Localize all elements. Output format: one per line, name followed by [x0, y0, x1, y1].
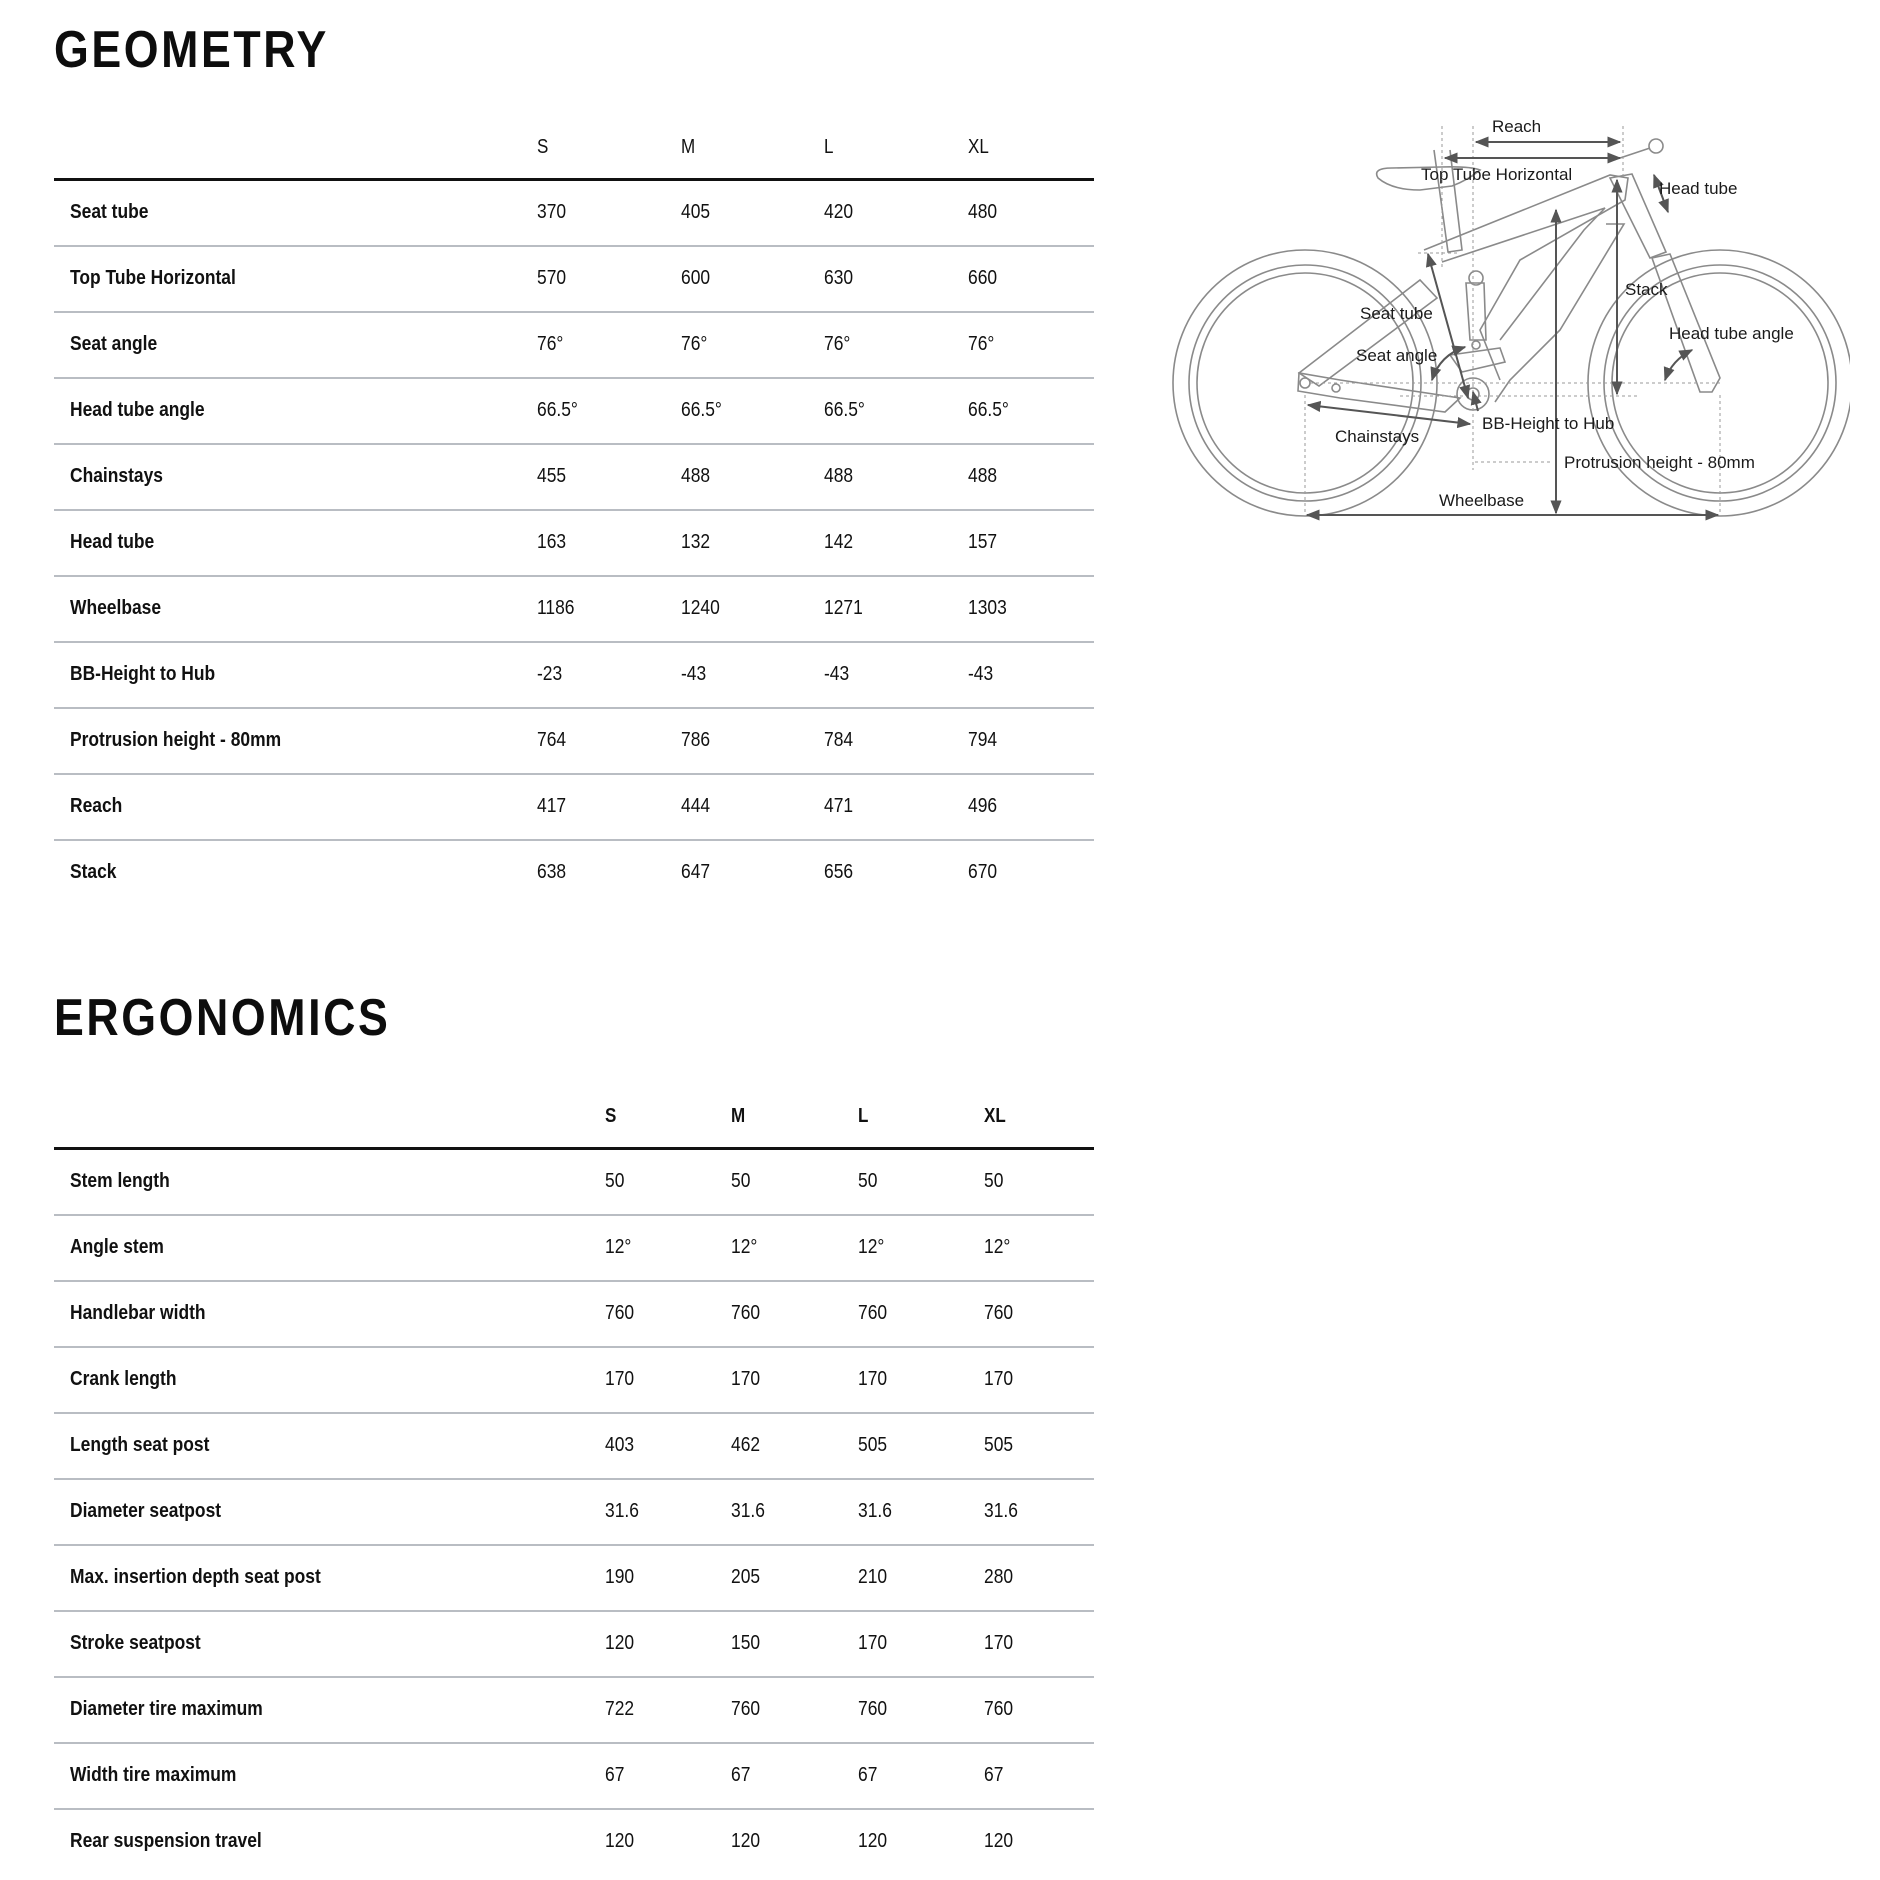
table-row [54, 313, 1094, 379]
table-row [54, 445, 1094, 511]
table-row [54, 1810, 1094, 1874]
bike-geometry-diagram [1150, 100, 1850, 540]
cell-value-l: 66.5° [824, 398, 865, 421]
table-row [54, 1546, 1094, 1612]
cell-value-m: 405 [681, 200, 711, 223]
row-label: Crank length [70, 1367, 177, 1390]
label-seat-angle: Seat angle [1356, 346, 1438, 365]
cell-value-s: 760 [605, 1301, 635, 1324]
table-row [54, 775, 1094, 841]
cell-value-m: 67 [731, 1763, 751, 1786]
ergonomics-table [54, 1087, 1094, 1874]
row-label: Wheelbase [70, 596, 162, 619]
cell-value-s: 67 [605, 1763, 625, 1786]
cell-value-l: 760 [858, 1301, 888, 1324]
cell-value-xl: 760 [984, 1697, 1014, 1720]
cell-value-l: 120 [858, 1829, 888, 1852]
row-label: Width tire maximum [70, 1763, 237, 1786]
cell-value-m: 488 [681, 464, 711, 487]
size-header-s: S [537, 136, 549, 158]
cell-value-l: 76° [824, 332, 851, 355]
cell-value-s: 722 [605, 1697, 635, 1720]
cell-value-s: 12° [605, 1235, 632, 1258]
cell-value-xl: 170 [984, 1367, 1014, 1390]
cell-value-s: 455 [537, 464, 567, 487]
row-label: Reach [70, 794, 123, 817]
table-row [54, 1216, 1094, 1282]
geometry-rows [54, 181, 1094, 905]
table-row [54, 709, 1094, 775]
cell-value-m: 150 [731, 1631, 761, 1654]
cell-value-m: 1240 [681, 596, 720, 619]
cell-value-l: 12° [858, 1235, 885, 1258]
cell-value-s: 66.5° [537, 398, 578, 421]
table-row [54, 247, 1094, 313]
frame [1298, 150, 1628, 412]
cell-value-m: 205 [731, 1565, 761, 1588]
cell-value-xl: -43 [968, 662, 994, 685]
row-label: Seat tube [70, 200, 149, 223]
rear-wheel [1173, 250, 1437, 516]
size-header-xl: XL [984, 1105, 1006, 1127]
label-protrusion: Protrusion height - 80mm [1564, 453, 1755, 472]
table-row [54, 379, 1094, 445]
head-tube-angle-arc [1665, 350, 1692, 380]
cell-value-s: 120 [605, 1829, 635, 1852]
table-row [54, 1480, 1094, 1546]
cell-value-l: 170 [858, 1367, 888, 1390]
table-row [54, 1348, 1094, 1414]
cell-value-m: -43 [681, 662, 707, 685]
cell-value-xl: 488 [968, 464, 998, 487]
table-row [54, 181, 1094, 247]
cell-value-m: 760 [731, 1301, 761, 1324]
row-label: Diameter seatpost [70, 1499, 222, 1522]
table-row [54, 1744, 1094, 1810]
row-label: Protrusion height - 80mm [70, 728, 282, 751]
cell-value-xl: 50 [984, 1169, 1004, 1192]
label-head-tube: Head tube [1659, 179, 1738, 198]
cell-value-m: 444 [681, 794, 711, 817]
row-label: Head tube [70, 530, 155, 553]
table-row [54, 1414, 1094, 1480]
cell-value-m: 76° [681, 332, 708, 355]
cell-value-m: 31.6 [731, 1499, 765, 1522]
row-label: Head tube angle [70, 398, 205, 421]
table-row [54, 1282, 1094, 1348]
cell-value-s: -23 [537, 662, 563, 685]
cell-value-l: 420 [824, 200, 854, 223]
cell-value-s: 1186 [537, 596, 575, 619]
cell-value-s: 570 [537, 266, 567, 289]
row-label: Top Tube Horizontal [70, 266, 236, 289]
cell-value-xl: 670 [968, 860, 998, 883]
cell-value-xl: 120 [984, 1829, 1014, 1852]
cell-value-s: 417 [537, 794, 567, 817]
bb-height-arrow [1473, 392, 1478, 411]
cell-value-m: 132 [681, 530, 711, 553]
cell-value-m: 170 [731, 1367, 761, 1390]
table-row [54, 1612, 1094, 1678]
diagram-labels [1335, 117, 1794, 510]
cell-value-m: 600 [681, 266, 711, 289]
cell-value-s: 120 [605, 1631, 635, 1654]
cell-value-m: 120 [731, 1829, 761, 1852]
row-label: Length seat post [70, 1433, 210, 1456]
row-label: Stem length [70, 1169, 170, 1192]
cell-value-l: 656 [824, 860, 854, 883]
label-top-tube: Top Tube Horizontal [1421, 165, 1573, 184]
cell-value-xl: 505 [984, 1433, 1014, 1456]
row-label: Chainstays [70, 464, 163, 487]
geometry-table-header [54, 118, 1094, 178]
cell-value-s: 638 [537, 860, 567, 883]
size-header-s: S [605, 1105, 617, 1127]
label-wheelbase: Wheelbase [1439, 491, 1525, 510]
cell-value-l: 1271 [824, 596, 863, 619]
cell-value-m: 647 [681, 860, 711, 883]
size-header-m: M [731, 1105, 746, 1127]
cell-value-s: 31.6 [605, 1499, 639, 1522]
label-seat-tube: Seat tube [1360, 304, 1433, 323]
geometry-title: GEOMETRY [54, 21, 329, 79]
cell-value-s: 370 [537, 200, 567, 223]
cell-value-xl: 76° [968, 332, 995, 355]
cell-value-m: 786 [681, 728, 711, 751]
cell-value-xl: 67 [984, 1763, 1004, 1786]
geometry-table [54, 118, 1094, 905]
ergonomics-table-header [54, 1087, 1094, 1147]
cell-value-m: 462 [731, 1433, 761, 1456]
cell-value-s: 76° [537, 332, 564, 355]
ergonomics-title: ERGONOMICS [54, 989, 391, 1047]
label-stack: Stack [1625, 280, 1668, 299]
table-row [54, 1150, 1094, 1216]
cell-value-xl: 660 [968, 266, 998, 289]
label-reach: Reach [1492, 117, 1542, 136]
cell-value-xl: 480 [968, 200, 998, 223]
cell-value-s: 163 [537, 530, 567, 553]
cell-value-l: 142 [824, 530, 854, 553]
size-header-l: L [858, 1105, 869, 1127]
table-row [54, 577, 1094, 643]
label-chainstays: Chainstays [1335, 427, 1420, 446]
table-row [54, 1678, 1094, 1744]
row-label: Diameter tire maximum [70, 1697, 263, 1720]
row-label: BB-Height to Hub [70, 662, 216, 685]
cell-value-xl: 280 [984, 1565, 1014, 1588]
cell-value-xl: 760 [984, 1301, 1014, 1324]
cell-value-l: 488 [824, 464, 854, 487]
cell-value-s: 190 [605, 1565, 635, 1588]
label-bb-height: BB-Height to Hub [1482, 414, 1615, 433]
cell-value-l: 210 [858, 1565, 888, 1588]
cell-value-l: 471 [824, 794, 854, 817]
row-label: Max. insertion depth seat post [70, 1565, 321, 1588]
table-row [54, 511, 1094, 577]
row-label: Angle stem [70, 1235, 164, 1258]
cell-value-l: 50 [858, 1169, 878, 1192]
cell-value-l: 760 [858, 1697, 888, 1720]
cell-value-l: 630 [824, 266, 854, 289]
cell-value-xl: 496 [968, 794, 998, 817]
cell-value-s: 170 [605, 1367, 635, 1390]
cell-value-m: 760 [731, 1697, 761, 1720]
cell-value-l: 31.6 [858, 1499, 892, 1522]
cell-value-xl: 12° [984, 1235, 1011, 1258]
cell-value-xl: 1303 [968, 596, 1007, 619]
table-row [54, 841, 1094, 905]
size-header-m: M [681, 136, 696, 158]
cell-value-xl: 170 [984, 1631, 1014, 1654]
cell-value-xl: 31.6 [984, 1499, 1018, 1522]
cell-value-s: 764 [537, 728, 567, 751]
cell-value-m: 66.5° [681, 398, 722, 421]
cell-value-m: 12° [731, 1235, 758, 1258]
row-label: Handlebar width [70, 1301, 206, 1324]
size-header-xl: XL [968, 136, 989, 158]
cell-value-xl: 794 [968, 728, 998, 751]
cell-value-l: 67 [858, 1763, 878, 1786]
size-header-l: L [824, 136, 834, 158]
cell-value-l: 505 [858, 1433, 888, 1456]
cell-value-m: 50 [731, 1169, 751, 1192]
cell-value-s: 50 [605, 1169, 625, 1192]
row-label: Seat angle [70, 332, 158, 355]
row-label: Stroke seatpost [70, 1631, 201, 1654]
table-row [54, 643, 1094, 709]
chainstays-arrow [1308, 405, 1470, 424]
ergonomics-rows [54, 1150, 1094, 1874]
cell-value-l: 170 [858, 1631, 888, 1654]
cell-value-s: 403 [605, 1433, 635, 1456]
cell-value-xl: 157 [968, 530, 998, 553]
label-head-tube-angle: Head tube angle [1669, 324, 1794, 343]
cell-value-xl: 66.5° [968, 398, 1009, 421]
row-label: Stack [70, 860, 117, 883]
cell-value-l: -43 [824, 662, 850, 685]
cell-value-l: 784 [824, 728, 854, 751]
row-label: Rear suspension travel [70, 1829, 262, 1852]
